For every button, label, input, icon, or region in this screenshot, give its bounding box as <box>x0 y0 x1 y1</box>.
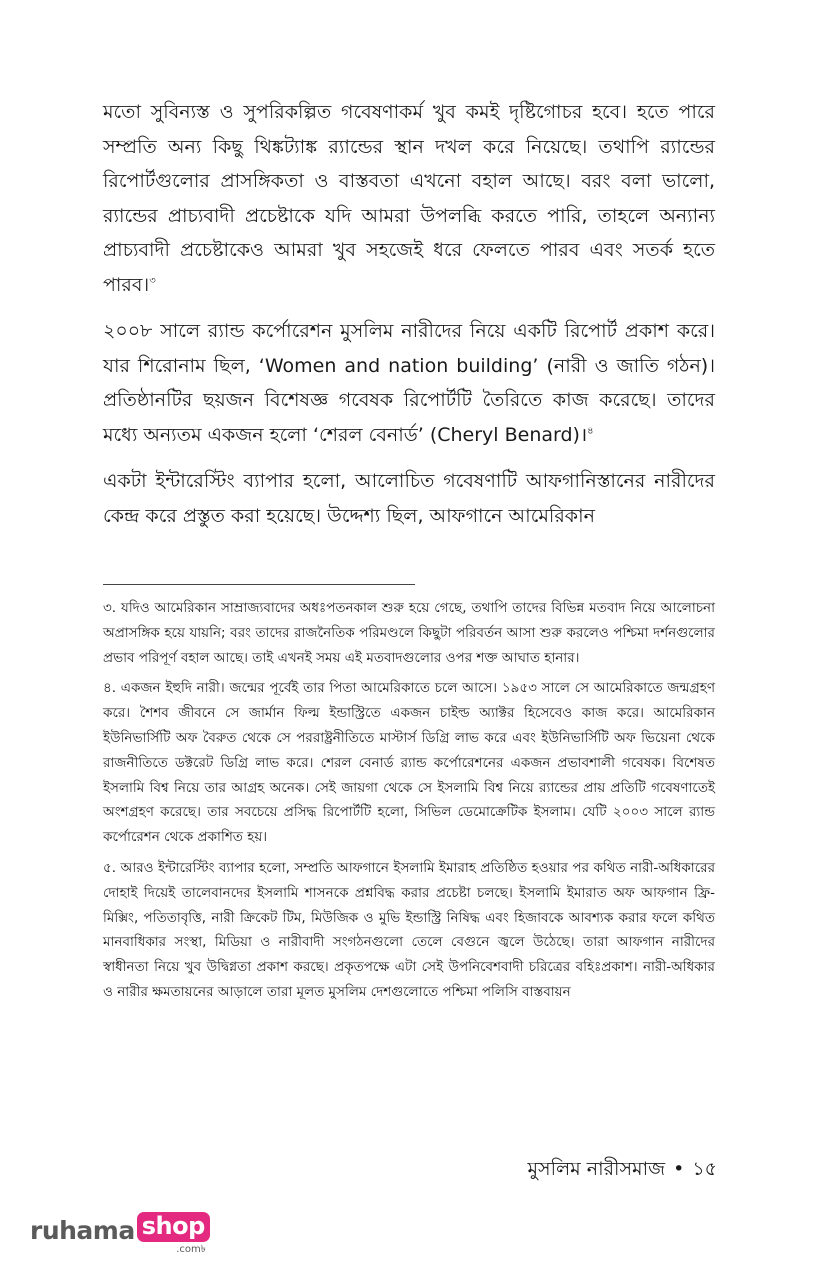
bullet-icon: • <box>673 1158 685 1180</box>
logo-text-domain: .com৳ <box>176 1244 206 1255</box>
logo-text-ruhama: ruhama <box>30 1216 135 1245</box>
paragraph-text: ২০০৮ সালে র‌্যান্ড কর্পোরেশন মুসলিম নারীদের নিয়ে একটি রিপোর্ট প্রকাশ করে। যার শিরোনাম ছিল, ‘Women and nation building’ (নারী ও জাতি গঠন)। প্রতিষ্ঠানটির ছয়জন বিশেষজ্ঞ গবেষক রিপোর্টটি তৈরিতে কাজ করেছে। তাদের মধ্যে অন্যতম একজন হলো ‘শেরল বেনার্ড’ (Cheryl Benard)। <box>103 320 715 446</box>
footnote-ref: ৩ <box>149 275 156 287</box>
paragraph-text: মতো সুবিন্যস্ত ও সুপরিকল্পিত গবেষণাকর্ম খুব কমই দৃষ্টিগোচর হবে। হতে পারে সম্প্রতি অন্য কিছু থিঙ্কট্যাঙ্ক র‌্যান্ডের স্থান দখল করে নিয়েছে। তথাপি র‌্যান্ডের রিপোর্টগুলোর প্রাসঙ্গিকতা ও বাস্তবতা এখনো বহাল আছে। বরং বলা ভালো, র‌্যান্ডের প্রাচ্যবাদী প্রচেষ্টাকে যদি আমরা উপলব্ধি করতে পারি, তাহলে অন্যান্য প্রাচ্যবাদী প্রচেষ্টাকেও আমরা খুব সহজেই ধরে ফেলতে পারব এবং সতর্ক হতে পারব। <box>103 101 715 296</box>
paragraph <box>103 314 715 452</box>
page-footer <box>527 1155 717 1187</box>
logo-text-shop: shop <box>137 1212 210 1242</box>
main-text <box>103 95 715 545</box>
footnote: ৪. একজন ইহুদি নারী। জন্মের পূর্বেই তার পিতা আমেরিকাতে চলে আসে। ১৯৫৩ সালে সে আমেরিকাতে জন্মগ্রহণ করে। শৈশব জীবনে সে জার্মান ফিল্ম ইন্ডাস্ট্রিতে একজন চাইল্ড অ্যাক্টর হিসেবেও কাজ করে। আমেরিকান ইউনিভার্সিটি অফ বৈরুত থেকে সে পররাষ্ট্রনীতিতে মাস্টার্স ডিগ্রি লাভ করে এবং ইউনিভার্সিটি অফ ভিয়েনা থেকে রাজনীতিতে ডক্টরেট ডিগ্রি লাভ করে। শেরল বেনার্ড র‌্যান্ড কর্পোরেশনের একজন প্রভাবশালী গবেষক। বিশেষত ইসলামি বিশ্ব নিয়ে তার আগ্রহ অনেক। সেই জায়গা থেকে সে ইসলামি বিশ্ব নিয়ে র‌্যান্ডের প্রায় প্রতিটি গবেষণাতেই অংশগ্রহণ করেছে। তার সবচেয়ে প্রসিদ্ধ রিপোর্টটি হলো, সিভিল ডেমোক্রেটিক ইসলাম। যেটি ২০০৩ সালে র‌্যান্ড কর্পোরেশন থেকে প্রকাশিত হয়। <box>103 680 715 846</box>
paragraph-text: একটা ইন্টারেস্টিং ব্যাপার হলো, আলোচিত গবেষণাটি আফগানিস্তানের নারীদের কেন্দ্র করে প্রস্তুত করা হয়েছে। উদ্দেশ্য ছিল, আফগানে আমেরিকান <box>103 470 715 527</box>
paragraph <box>103 95 715 302</box>
page-number: ১৫ <box>692 1158 717 1180</box>
logo-shop-badge <box>137 1212 210 1255</box>
watermark-logo <box>30 1212 210 1262</box>
footnote-divider <box>103 584 415 585</box>
footnote: ৫. আরও ইন্টারেস্টিং ব্যাপার হলো, সম্প্রতি আফগানে ইসলামি ইমারাহ প্রতিষ্ঠিত হওয়ার পর কথিত নারী-অধিকারের দোহাই দিয়েই তালেবানদের ইসলামি শাসনকে প্রশ্নবিদ্ধ করার প্রচেষ্টা চলছে। ইসলামি ইমারাত অফ আফগান ফ্রি-মিক্সিং, পতিতাবৃত্তি, নারী ক্রিকেট টিম, মিউজিক ও মুভি ইন্ডাস্ট্রি নিষিদ্ধ এবং হিজাবকে আবশ্যক করার ফলে কথিত মানবাধিকার সংস্থা, মিডিয়া ও নারীবাদী সংগঠনগুলো তেলে বেগুনে জ্বলে উঠেছে। তারা আফগান নারীদের স্বাধীনতা নিয়ে খুব উদ্বিগ্নতা প্রকাশ করছে। প্রকৃতপক্ষে এটা সেই উপনিবেশবাদী চরিত্রের বহিঃপ্রকাশ। নারী-অধিকার ও নারীর ক্ষমতায়নের আড়ালে তারা মূলত মুসলিম দেশগুলোতে পশ্চিমা পলিসি বাস্তবায়ন <box>103 859 715 1000</box>
footnotes <box>103 596 715 1011</box>
paragraph <box>103 464 715 533</box>
book-title: মুসলিম নারীসমাজ <box>527 1158 666 1180</box>
footnote: ৩. যদিও আমেরিকান সাম্রাজ্যবাদের অধঃপতনকাল শুরু হয়ে গেছে, তথাপি তাদের বিভিন্ন মতবাদ নিয়ে আলোচনা অপ্রাসঙ্গিক হয়ে যায়নি; বরং তাদের রাজনৈতিক পরিমণ্ডলে কিছুটা পরিবর্তন আসা শুরু করলেও পশ্চিমা দর্শনগুলোর প্রভাব পরিপূর্ণ বহাল আছে। তাই এখনই সময় এই মতবাদগুলোর ওপর শক্ত আঘাত হানার। <box>103 600 715 666</box>
footnote-ref: ৪ <box>587 425 594 437</box>
